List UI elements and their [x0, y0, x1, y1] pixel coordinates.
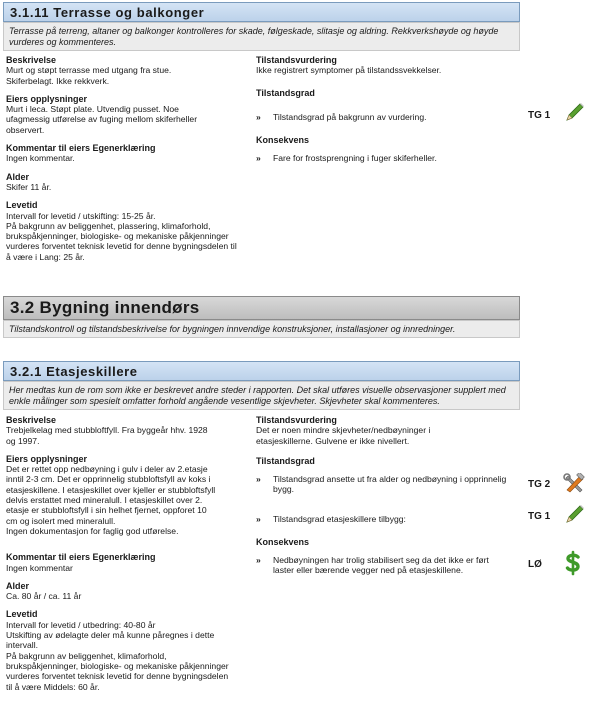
grade-text: Tilstandsgrad på bakgrunn av vurdering. [273, 112, 427, 122]
bullet-mark: » [256, 112, 261, 122]
grade-row [256, 112, 526, 122]
section-intro-3-2-1: Her medtas kun de rom som ikke er beskrevet andre steder i rapporten. Det skal utføres visuelle observasjoner supplert med enkle målinger som spesielt omfatter forhold angående vesentlige skjevheter. Skjevheter skal kommenteres. [3, 381, 520, 410]
wrench-hammer-icon [563, 473, 585, 495]
label-kommentar: Kommentar til eiers Egenerklæring [6, 552, 156, 563]
text-tilstandsvurdering: Det er noen mindre skjevheter/nedbøyninger i etasjeskillerne. Gulvene er ikke nivellert. [256, 425, 431, 446]
label-konsekvens: Konsekvens [256, 537, 310, 547]
pencil-icon [563, 504, 585, 526]
text-kommentar: Ingen kommentar [6, 562, 73, 573]
bullet-mark: » [256, 514, 261, 524]
text-tilstandsvurdering: Ikke registrert symptomer på tilstandssvekkelser. [256, 65, 442, 76]
konsekvens-text: Fare for frostsprengning i fuger skiferheller. [273, 153, 437, 163]
lo-badge: LØ [528, 559, 542, 570]
label-alder: Alder [6, 171, 30, 182]
pencil-icon [563, 102, 585, 124]
text-alder: Skifer 11 år. [6, 181, 52, 192]
text-levetid: Intervall for levetid / utskifting: 15-25 år. På bakgrunn av beliggenhet, plassering, klimaforhold, brukspåkjenninger, biologiske- og mekaniske påkjenninger vurderes forventet teknisk levetid for denne bygningsdelen til å være i Lang: 25 år. [6, 210, 237, 262]
grade-text: Tilstandsgrad etasjeskillere tilbygg: [273, 514, 406, 524]
grade-row [256, 514, 526, 524]
tg-badge: TG 1 [528, 110, 551, 121]
bullet-mark: » [256, 474, 261, 484]
text-beskrivelse: Murt og støpt terrasse med utgang fra stue. Skiferbelagt. Ikke rekkverk. [6, 65, 172, 86]
konsekvens-text: Nedbøyningen har trolig stabilisert seg da det ikke er ført laster eller bærende vegger ned på etasjeskillene. [273, 555, 489, 576]
grade-row [256, 474, 526, 495]
bullet-mark: » [256, 153, 261, 163]
text-kommentar: Ingen kommentar. [6, 153, 75, 164]
label-beskrivelse: Beskrivelse [6, 415, 57, 425]
text-eiers-opplysninger: Murt i leca. Støpt plate. Utvendig pusset. Noe ufagmessig utførelse av fuging mellom skiferheller observert. [6, 104, 198, 135]
dollar-icon [561, 550, 585, 576]
section-intro-3-1-11: Terrasse på terreng, altaner og balkonger kontrolleres for skade, følgeskade, slitasje og aldring. Rekkverkshøyde og høyde vurderes og kommenteres. [3, 22, 520, 51]
grade-text: Tilstandsgrad ansette ut fra alder og nedbøyning i opprinnelig bygg. [273, 474, 507, 495]
label-tilstandsgrad: Tilstandsgrad [256, 88, 315, 98]
section-intro-3-2: Tilstandskontroll og tilstandsbeskrivelse for bygningen innvendige konstruksjoner, installasjoner og innredninger. [3, 320, 520, 338]
label-tilstandsvurdering: Tilstandsvurdering [256, 415, 337, 425]
bullet-mark: » [256, 555, 261, 565]
label-alder: Alder [6, 580, 30, 591]
label-eiers-opplysninger: Eiers opplysninger [6, 453, 88, 464]
label-konsekvens: Konsekvens [256, 135, 310, 145]
text-beskrivelse: Trebjelkelag med stubbloftfyll. Fra byggeår hhv. 1928 og 1997. [6, 425, 208, 446]
text-levetid: Intervall for levetid / utbedring: 40-80 år Utskifting av ødelagte deler må kunne påregnes i dette intervall. På bakgrunn av beliggenhet, klimaforhold, brukspåkjenninger, biologiske- og mekaniske påkjenninger vurderes forventet teknisk levetid for denne bygningsdelen til å være Middels: 60 år. [6, 619, 229, 692]
label-levetid: Levetid [6, 200, 38, 211]
tg-badge: TG 2 [528, 479, 551, 490]
konsekvens-row [256, 153, 526, 163]
label-tilstandsgrad: Tilstandsgrad [256, 456, 315, 466]
label-beskrivelse: Beskrivelse [6, 55, 57, 65]
section-header-3-2: 3.2 Bygning innendørs [3, 296, 520, 320]
section-header-3-2-1: 3.2.1 Etasjeskillere [3, 361, 520, 381]
label-kommentar: Kommentar til eiers Egenerklæring [6, 143, 156, 154]
label-eiers-opplysninger: Eiers opplysninger [6, 93, 88, 104]
konsekvens-row [256, 555, 526, 576]
section-header-3-1-11: 3.1.11 Terrasse og balkonger [3, 2, 520, 22]
label-levetid: Levetid [6, 609, 38, 620]
label-tilstandsvurdering: Tilstandsvurdering [256, 55, 337, 65]
text-eiers-opplysninger: Det er rettet opp nedbøyning i gulv i deler av 2.etasje inntil 2-3 cm. Det er opprinnelig stubbloftsfyll av koks i etasjeskillene. I etasjeskillet over kjeller er stubbloftsfyll delvis erstattet med mineralull. I etasjeskillet over 2. etasje er stubbloftsfyll i sin helhet fjernet, oppforet 10 cm og isolert med mineralull. Ingen dokumentasjon for faglig god utførelse. [6, 464, 216, 536]
tg-badge: TG 1 [528, 511, 551, 522]
text-alder: Ca. 80 år / ca. 11 år [6, 591, 82, 602]
